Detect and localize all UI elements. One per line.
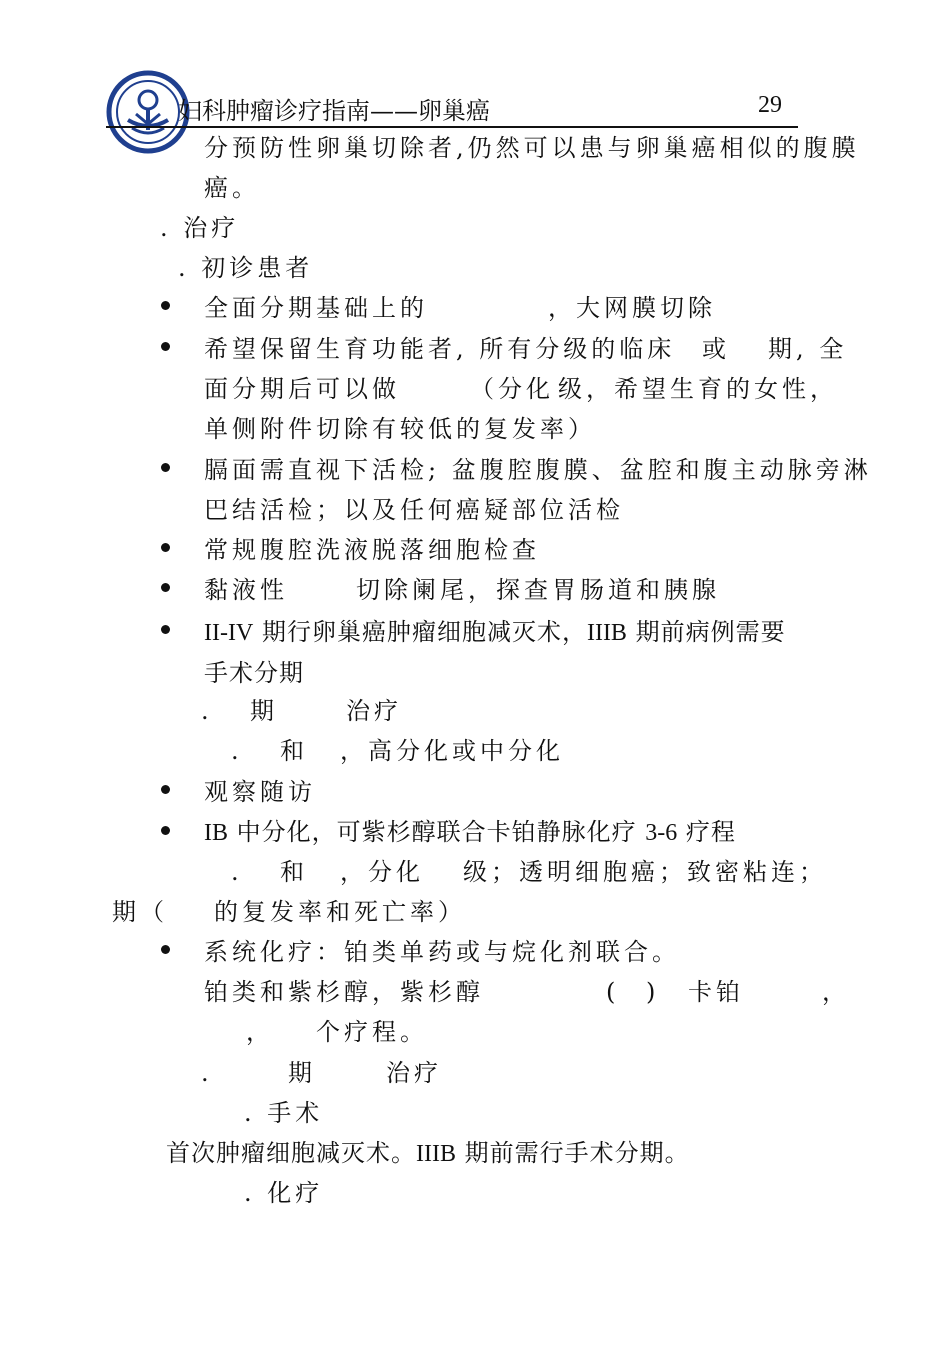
- list-item: 观察随访: [204, 778, 316, 806]
- text-fragment: 或: [702, 335, 730, 363]
- bullet-icon: [161, 625, 170, 634]
- text-fragment: .: [231, 737, 243, 765]
- list-item: 黏液性: [204, 576, 288, 604]
- header-title: 妇科肿瘤诊疗指南——卵巢癌: [178, 97, 490, 125]
- list-item: 全面分期基础上的: [204, 294, 428, 322]
- text-fragment: 的复发率和死亡率）: [214, 898, 466, 926]
- page-number: 29: [758, 92, 782, 118]
- bullet-icon: [161, 342, 170, 351]
- text-line: 单侧附件切除有较低的复发率）: [204, 415, 596, 443]
- text-line: 癌。: [204, 174, 260, 202]
- list-item: 常规腹腔洗液脱落细胞检查: [204, 536, 540, 564]
- bullet-icon: [161, 945, 170, 954]
- text-line: 分预防性卵巢切除者,仍然可以患与卵巢癌相似的腹膜: [204, 134, 860, 162]
- bullet-icon: [161, 583, 170, 592]
- text-line: 巴结活检；以及任何癌疑部位活检: [204, 496, 624, 524]
- list-item: IB 中分化，可紫杉醇联合卡铂静脉化疗 3-6 疗程: [204, 818, 736, 846]
- bullet-icon: [161, 543, 170, 552]
- text-fragment: 卡铂: [688, 978, 744, 1006]
- bullet-icon: [161, 463, 170, 472]
- subsection-heading: ，高分化或中分化: [340, 737, 564, 765]
- list-item: 希望保留生育功能者, 所有分级的临床: [204, 335, 676, 363]
- section-heading: . 治疗: [160, 214, 240, 242]
- subsection-heading: . 手术: [244, 1099, 324, 1127]
- list-item: II-IV 期行卵巢癌肿瘤细胞减灭术，IIIB 期前病例需要: [204, 618, 786, 646]
- text-fragment: ): [646, 978, 660, 1006]
- text-fragment: 个疗程。: [316, 1018, 428, 1046]
- bullet-icon: [161, 301, 170, 310]
- text-fragment: ，: [822, 978, 850, 1006]
- text-fragment: 和: [280, 737, 308, 765]
- bullet-icon: [161, 785, 170, 794]
- header-divider: [106, 126, 798, 128]
- text-fragment: 切除阑尾，探查胃肠道和胰腺: [356, 576, 720, 604]
- text-line: 面分期后可以做: [204, 375, 400, 403]
- text-line: 手术分期: [204, 659, 304, 687]
- subsection-heading: . 初诊患者: [178, 254, 314, 282]
- bullet-icon: [161, 826, 170, 835]
- subsection-heading: 期: [288, 1059, 316, 1087]
- text-fragment: 治疗: [386, 1059, 442, 1087]
- subsection-heading: . 化疗: [244, 1179, 324, 1207]
- list-item: 膈面需直视下活检; 盆腹腔腹膜、盆腔和腹主动脉旁淋: [204, 456, 872, 484]
- text-fragment: .: [201, 1059, 213, 1087]
- text-fragment: 级，希望生育的女性，: [558, 375, 838, 403]
- text-fragment: ，: [246, 1018, 274, 1046]
- text-line: 首次肿瘤细胞减灭术。IIIB 期前需行手术分期。: [166, 1139, 690, 1167]
- text-fragment: 期（: [112, 898, 168, 926]
- text-fragment: .: [231, 858, 243, 886]
- text-fragment: 期, 全: [768, 335, 848, 363]
- subsection-heading: ，分化: [340, 858, 424, 886]
- text-line: 铂类和紫杉醇，紫杉醇: [204, 978, 484, 1006]
- text-fragment: 和: [280, 858, 308, 886]
- text-fragment: .: [201, 697, 213, 725]
- list-item: ，大网膜切除: [548, 294, 716, 322]
- text-fragment: 治疗: [346, 697, 402, 725]
- text-fragment: 级；透明细胞癌；致密粘连；: [463, 858, 827, 886]
- text-fragment: (: [606, 978, 620, 1006]
- text-fragment: （分化: [470, 375, 554, 403]
- list-item: 系统化疗：铂类单药或与烷化剂联合。: [204, 938, 680, 966]
- subsection-heading: 期: [250, 697, 278, 725]
